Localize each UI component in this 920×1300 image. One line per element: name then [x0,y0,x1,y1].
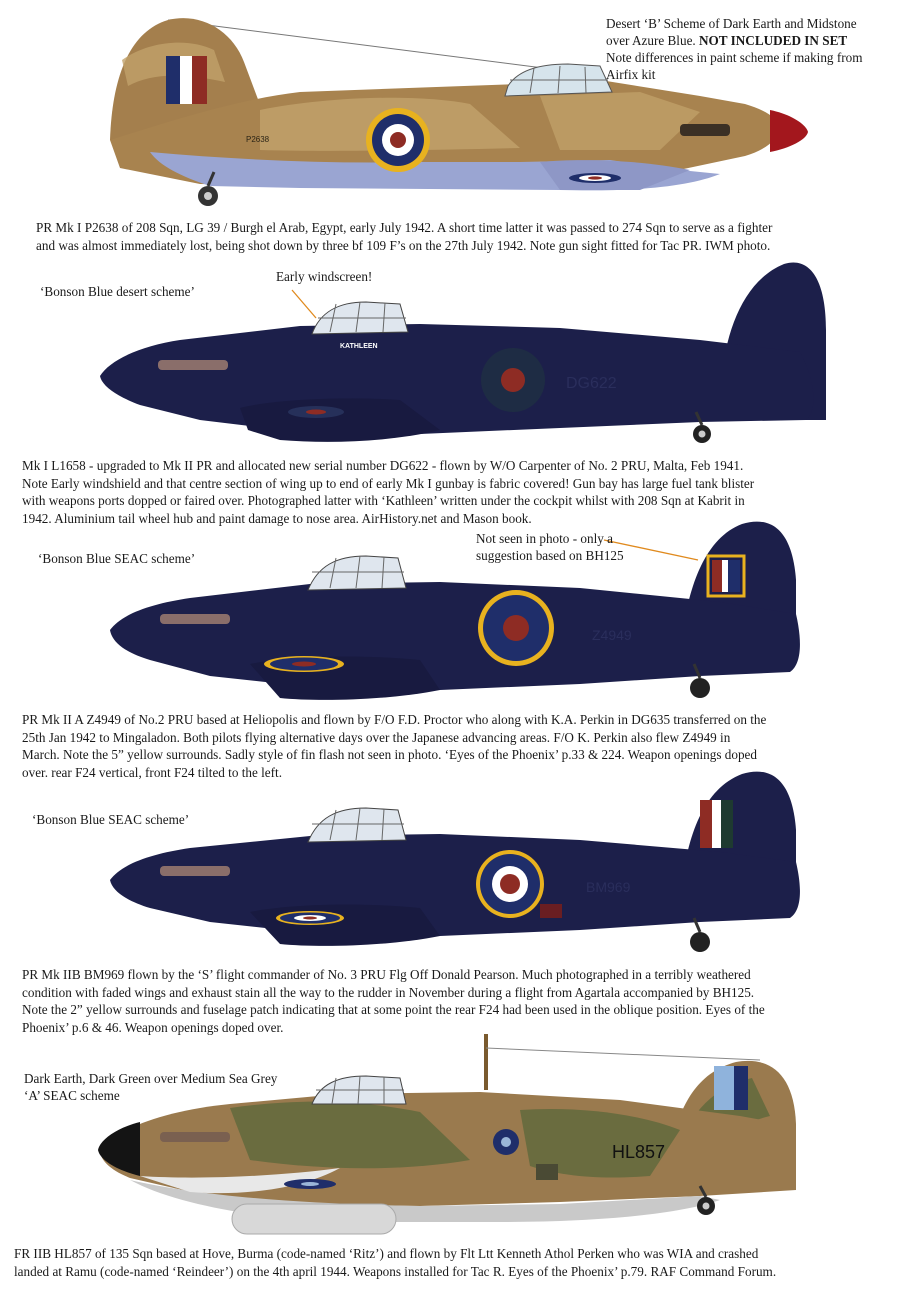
scheme-label: ‘Bonson Blue desert scheme’ [40,284,195,299]
hurricane-profile-z4949 [0,520,920,710]
hurricane-profile-hl857 [0,1034,920,1244]
serial-marking: Z4949 [592,627,632,643]
scheme-label: ‘Bonson Blue SEAC scheme’ [38,551,196,566]
caption-z4949: PR Mk II A Z4949 of No.2 PRU based at Heliopolis and flown by F/O F.D. Proctor who along with K.A. Perkin in DG635 transferred on the 25th Jan 1942 to Mingaladon. Both pilots flying alternative days over the Japanese advancing areas. F/O K. Perkin also flew Z4949 in March. Note the 5” yellow surrounds. Sadly style of fin flash not seen in photo. ‘Eyes of the Phoenix’ p.33 & 224. Weapon openings doped over. rear F24 vertical, front F24 tilted to the left. [22,712,767,780]
serial-marking: BM969 [586,879,631,895]
not-included-warning: NOT INCLUDED IN SET [699,33,848,48]
caption-hl857: FR IIB HL857 of 135 Sqn based at Hove, Burma (code-named ‘Ritz’) and flown by Flt Ltt Kenneth Athol Perken who was WIA and crashed landed at Ramu (code-named ‘Reindeer’) on the 4th april 1944. Weapons installed for Tac R. Eyes of the Phoenix’ p.79. RAF Command Forum. [14,1246,777,1279]
scheme-label: Dark Earth, Dark Green over Medium Sea Grey ‘A’ SEAC scheme [24,1071,278,1103]
hurricane-profile-bm969 [0,770,920,960]
kathleen-marking: KATHLEEN [340,343,378,350]
serial-marking: HL857 [612,1142,666,1162]
scheme-label: ‘Bonson Blue SEAC scheme’ [32,812,190,827]
callout-fin-flash: Not seen in photo - only a suggestion based on BH125 [476,531,624,563]
caption-bm969: PR Mk IIB BM969 flown by the ‘S’ flight commander of No. 3 PRU Flg Off Donald Pearson. Much photographed in a terribly weathered condition with faded wings and exhaust stain all the way to the rudder in November during a flight from Agartala accompanied by BH125. Note the 2” yellow surrounds and fuselage patch indicating that at some point the rear F24 had been used in the oblique position. Eyes of the Phoenix’ p.6 & 46. Weapon openings doped over. [22,967,765,1035]
serial-marking: P2638 [246,135,270,144]
scheme-note: Desert ‘B’ Scheme of Dark Earth and Midstone over Azure Blue. NOT INCLUDED IN SET Note differences in paint scheme if making from Airfix kit [606,16,863,82]
serial-marking: DG622 [566,375,617,392]
callout-early-windscreen: Early windscreen! [276,269,373,284]
caption-dg622: Mk I L1658 - upgraded to Mk II PR and allocated new serial number DG622 - flown by W/O Carpenter of No. 2 PRU, Malta, Feb 1941. Note Early windshield and that centre section of wing up to end of early Mk I gunbay is fabric covered! Gun bay has large fuel tank blister with weapons ports dopped or faired over. Photographed latter with ‘Kathleen’ written under the cockpit whilst with 208 Sqn at Kabrit in 1942. Aluminium tail wheel hub and paint damage to nose area. AirHistory.net and Mason book. [22,458,755,526]
caption-p2638: PR Mk I P2638 of 208 Sqn, LG 39 / Burgh el Arab, Egypt, early July 1942. A short time latter it was passed to 274 Sqn to serve as a fighter and was almost immediately lost, being shot down by three bf 109 F’s on the 27th July 1942. Note gun sight fitted for Tac PR. IWM photo. [36,220,773,253]
